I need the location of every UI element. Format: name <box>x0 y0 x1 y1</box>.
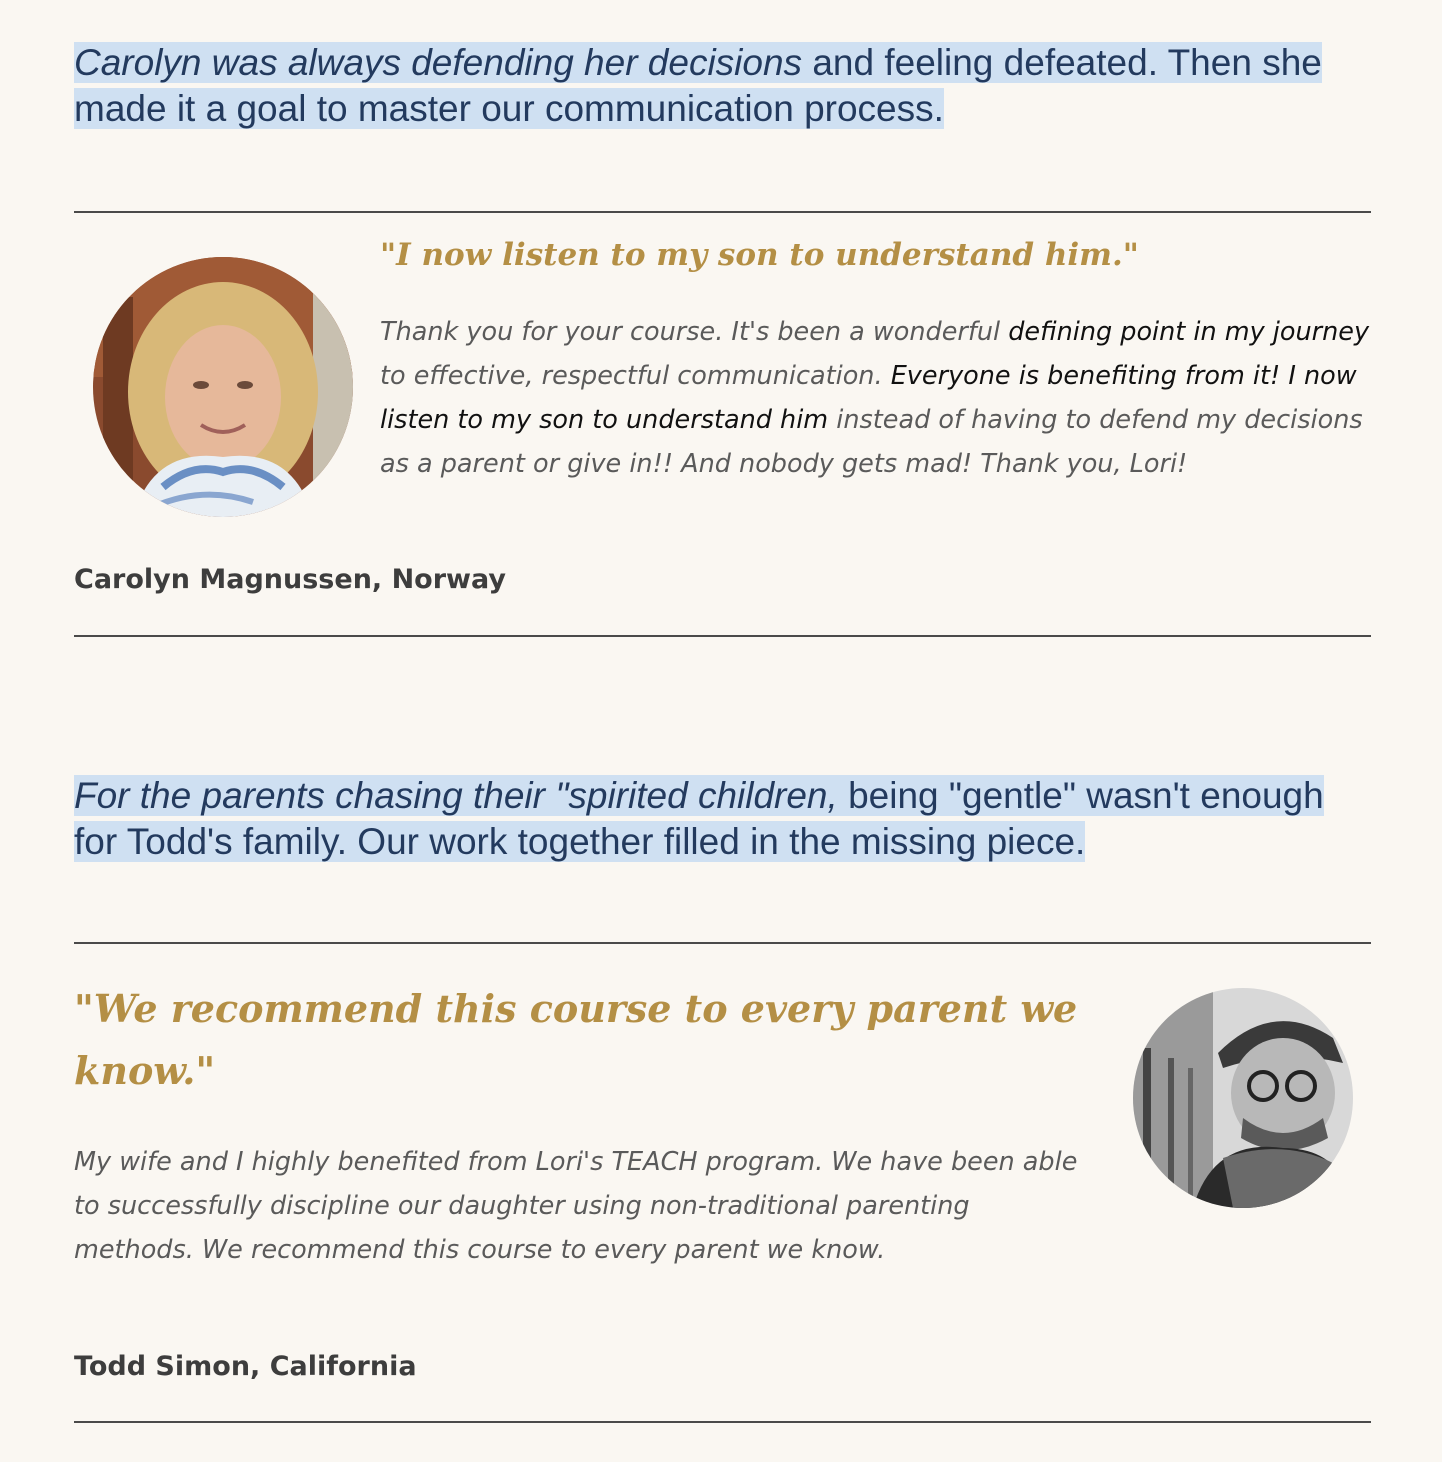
intro-highlight <box>74 775 1324 862</box>
intro-text: and feeling defeated. Then she made it a goal to master our communication process. <box>74 42 1322 129</box>
intro-italic-text: Carolyn was always defending her decisions <box>74 42 803 83</box>
intro-highlight <box>74 42 1322 129</box>
testimonial-author: Carolyn Magnussen, Norway <box>74 564 506 595</box>
divider <box>74 211 1371 213</box>
testimonial-body <box>380 310 1370 486</box>
body-segment: to effective, respectful communication. <box>380 361 891 391</box>
body-emphasis: Everyone is benefiting from it! I now listen to my son to understand him <box>380 361 1357 435</box>
carolyn-avatar <box>93 257 353 517</box>
testimonial-headline: "We recommend this course to every parent we know." <box>74 986 1078 1093</box>
intro-italic-text: For the parents chasing their "spirited children, <box>74 775 838 816</box>
body-emphasis: defining point in my journey <box>1008 317 1370 347</box>
todd-avatar <box>1133 988 1353 1208</box>
intro-statement-todd <box>74 773 1374 865</box>
body-segment: instead of having to defend my decisions as a parent or give in!! And nobody gets mad! Thank you, Lori! <box>380 405 1363 479</box>
body-segment: Thank you for your course. It's been a wonderful <box>380 317 1009 347</box>
intro-text: being "gentle" wasn't enough for Todd's family. Our work together filled in the missing piece. <box>74 775 1324 862</box>
divider <box>74 942 1371 944</box>
testimonial-headline: "I now listen to my son to understand him." <box>380 237 1139 273</box>
divider <box>74 635 1371 637</box>
testimonial-author: Todd Simon, California <box>74 1351 417 1382</box>
divider <box>74 1421 1371 1423</box>
intro-statement-carolyn <box>74 40 1374 132</box>
testimonial-body: My wife and I highly benefited from Lori's TEACH program. We have been able to successfully discipline our daughter using non-traditional parenting methods. We recommend this course to every parent we know. <box>74 1147 1078 1265</box>
